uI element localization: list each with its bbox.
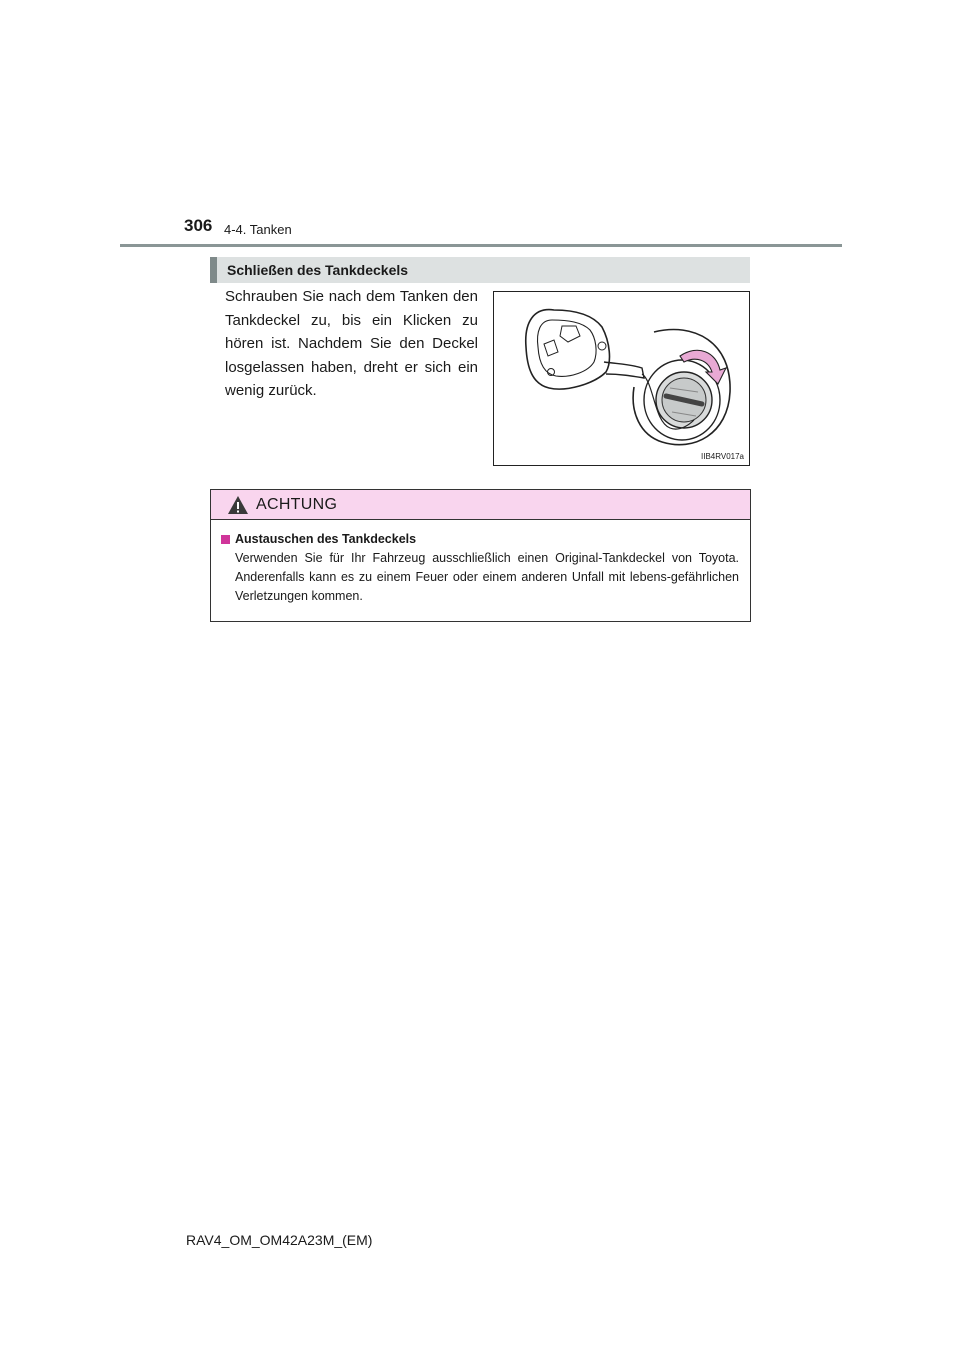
- hinge-arm: [604, 362, 644, 378]
- warning-item-title: Austauschen des Tankdeckels: [235, 532, 417, 546]
- figure-code: IIB4RV017a: [701, 452, 744, 461]
- header-rule: [120, 244, 842, 247]
- page-number: 306: [184, 216, 213, 235]
- warning-header: [211, 490, 750, 520]
- fuel-cap-illustration: [493, 291, 750, 466]
- section-label: 4-4. Tanken: [224, 222, 292, 237]
- warning-box: [210, 489, 751, 622]
- warning-triangle-icon: [227, 495, 249, 515]
- warning-item-text: Verwenden Sie für Ihr Fahrzeug ausschließlich einen Original-Tankdeckel von Toyota. Anderenfalls kann es zu einem Feuer oder einem anderen Unfall mit lebens-gefährlichen Verletzungen kommen.: [235, 551, 739, 603]
- footer-code: RAV4_OM_OM42A23M_(EM): [186, 1232, 373, 1248]
- square-bullet-icon: [221, 535, 230, 544]
- body-paragraph: Schrauben Sie nach dem Tanken den Tankdeckel zu, bis ein Klicken zu hören ist. Nachdem Sie den Deckel losgelassen haben, dreht er sich ein wenig zurück.: [225, 288, 478, 399]
- fuel-door-inner: [538, 320, 597, 376]
- warning-item-heading: [221, 530, 739, 549]
- warning-body: [211, 520, 750, 606]
- subheading: Schließen des Tankdeckels: [210, 257, 750, 283]
- warning-title: ACHTUNG: [256, 495, 338, 513]
- fuel-cap-drawing: [494, 292, 751, 467]
